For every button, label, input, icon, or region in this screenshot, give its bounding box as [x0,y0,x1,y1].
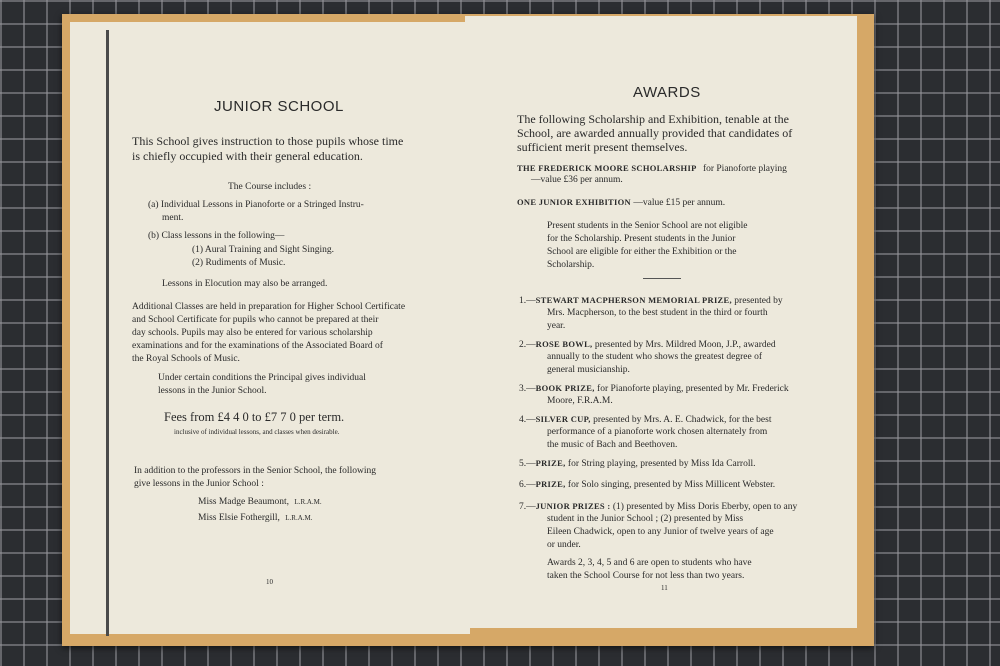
prize-6-name: PRIZE, [535,479,566,489]
awards-intro-2: School, are awarded annually provided that candidates of [517,126,793,140]
teacher-2 [198,512,313,525]
eligibility-line-4: Scholarship. [547,260,595,270]
scholarship-name: THE FREDERICK MOORE SCHOLARSHIP [517,163,697,173]
prize-2-detail-2: general musicianship. [547,365,630,375]
additional-line-2: and School Certificate for pupils who cannot be prepared at their [132,315,379,325]
prize-5-rest: for String playing, presented by Miss Ida Carroll. [567,459,756,469]
eligibility-note-1: Awards 2, 3, 4, 5 and 6 are open to students who have [547,558,752,568]
prize-5-name: PRIZE, [535,458,566,468]
sub-item-2: (2) Rudiments of Music. [192,258,286,268]
eligibility-note-2: taken the School Course for not less than two years. [547,571,745,581]
teacher-1-qualification: L.R.A.M. [294,498,322,506]
awards-intro-3: sufficient merit present themselves. [517,140,688,154]
spine-line [106,30,109,636]
prize-1-detail-1: Mrs. Macpherson, to the best student in the third or fourth [547,308,768,318]
teacher-2-name: Miss Elsie Fothergill, [198,513,280,523]
left-page [70,22,470,634]
elocution-note: Lessons in Elocution may also be arranged. [162,279,328,289]
additional-line-4: examinations and for the examinations of the Associated Board of [132,341,383,351]
prize-7-line [519,500,797,514]
prize-3-name: BOOK PRIZE, [535,383,595,393]
prize-2-line [519,338,776,352]
eligibility-line-2: for the Scholarship. Present students in the Junior [547,234,736,244]
additional-line-3: day schools. Pupils may also be entered for various scholarship [132,328,373,338]
prize-4-detail-2: the music of Bach and Beethoven. [547,440,678,450]
prize-2-detail-1: annually to the student who shows the greatest degree of [547,352,763,362]
intro-line-2: is chiefly occupied with their general education. [132,149,363,163]
exhibition-line [517,196,725,210]
prize-7-number: 7.— [519,502,536,512]
prize-1-number: 1.— [519,296,536,306]
prize-4-rest: presented by Mrs. A. E. Chadwick, for the best [593,415,772,425]
page-number-left: 10 [266,578,273,586]
prize-4-name: SILVER CUP, [535,414,591,424]
prize-7-name: JUNIOR PRIZES : [535,501,611,511]
prize-4-number: 4.— [519,415,536,425]
teacher-1-name: Miss Madge Beaumont, [198,497,290,507]
prize-3-rest: for Pianoforte playing, presented by Mr. Frederick [597,384,789,394]
prize-6-number: 6.— [519,480,536,490]
intro-line-1: This School gives instruction to those pupils whose time [132,134,404,148]
prize-7-detail-3: or under. [547,540,581,550]
prize-2-number: 2.— [519,340,536,350]
fees-note: inclusive of individual lessons, and classes when desirable. [174,428,340,436]
section-divider [643,278,681,279]
prize-3-line [519,382,789,396]
scholarship-value: —value £36 per annum. [531,175,623,185]
prize-3-number: 3.— [519,384,536,394]
teacher-1 [198,496,322,509]
eligibility-line-3: School are eligible for either the Exhibition or the [547,247,737,257]
awards-heading: AWARDS [633,84,701,101]
sub-item-1: (1) Aural Training and Sight Singing. [192,245,334,255]
prize-4-detail-1: performance of a pianoforte work chosen alternately from [547,427,768,437]
item-a-line-2: ment. [162,213,184,223]
prize-5-number: 5.— [519,459,536,469]
item-b: (b) Class lessons in the following— [148,231,285,241]
additional-line-1: Additional Classes are held in preparation for Higher School Certificate [132,302,406,312]
prize-6-rest: for Solo singing, presented by Miss Millicent Webster. [567,480,776,490]
prize-7-rest: (1) presented by Miss Doris Eberby, open to any [612,502,798,512]
prize-2-name: ROSE BOWL, [535,339,593,349]
teacher-2-qualification: L.R.A.M. [285,514,313,522]
junior-school-heading: JUNIOR SCHOOL [214,98,344,115]
exhibition-name: ONE JUNIOR EXHIBITION [517,197,631,207]
prize-5-line [519,457,756,471]
conditions-line-1: Under certain conditions the Principal gives individual [158,373,366,383]
awards-intro-1: The following Scholarship and Exhibition, tenable at the [517,112,789,126]
prize-6-line [519,478,775,492]
professors-line-1: In addition to the professors in the Senior School, the following [134,466,376,476]
additional-line-5: the Royal Schools of Music. [132,354,240,364]
scholarship-rest: for Pianoforte playing [702,164,787,174]
prize-1-line [519,294,783,308]
eligibility-line-1: Present students in the Senior School are not eligible [547,221,748,231]
course-title: The Course includes : [228,182,312,192]
prize-2-rest: presented by Mrs. Mildred Moon, J.P., awarded [594,340,776,350]
item-a-line-1: (a) Individual Lessons in Pianoforte or a Stringed Instru- [148,200,364,210]
professors-line-2: give lessons in the Junior School : [134,479,264,489]
prize-3-detail-1: Moore, F.R.A.M. [547,396,613,406]
right-page [465,16,857,628]
page-number-right: 11 [661,584,668,592]
prize-7-detail-2: Eileen Chadwick, open to any Junior of twelve years of age [547,527,774,537]
prize-7-detail-1: student in the Junior School ; (2) presented by Miss [547,514,744,524]
conditions-line-2: lessons in the Junior School. [158,386,267,396]
prize-1-detail-2: year. [547,321,566,331]
prize-1-name: STEWART MACPHERSON MEMORIAL PRIZE, [535,295,732,305]
exhibition-rest: —value £15 per annum. [633,198,726,208]
prize-1-rest: presented by [734,296,783,306]
prize-4-line [519,413,771,427]
fees-line: Fees from £4 4 0 to £7 7 0 per term. [164,410,345,424]
